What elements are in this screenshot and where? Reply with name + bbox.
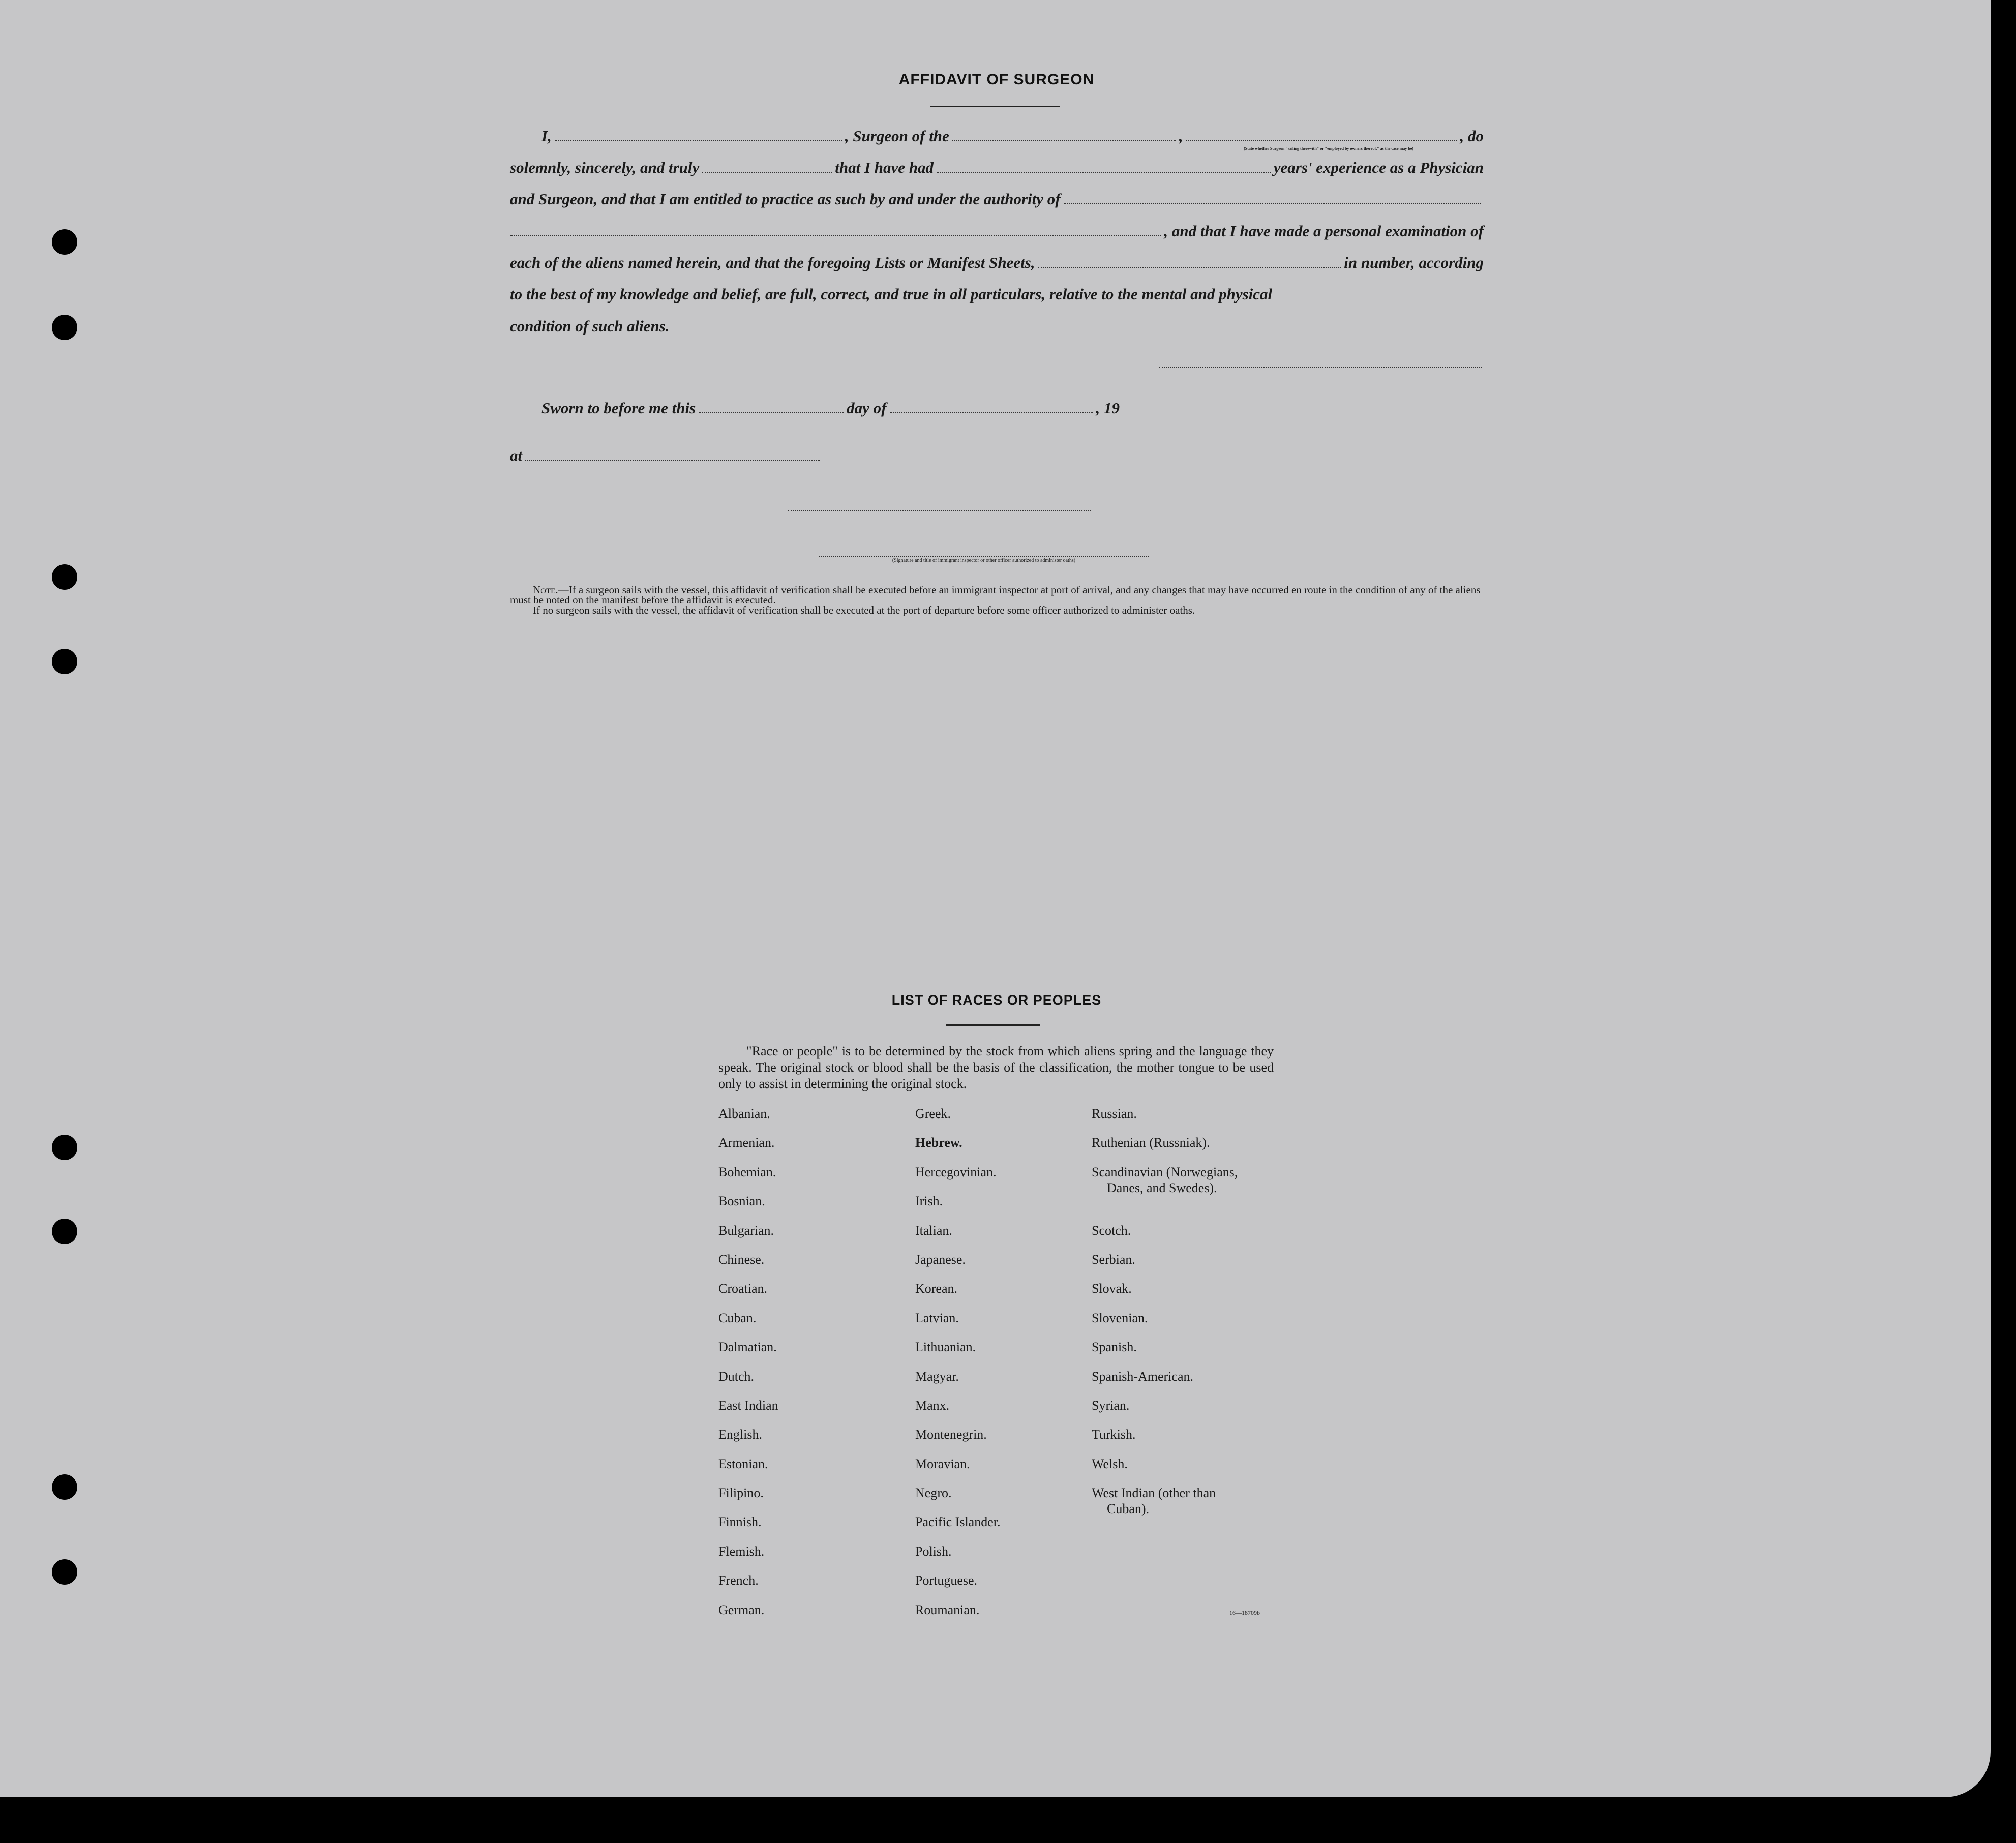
race-item: Croatian.: [718, 1281, 768, 1296]
surgeon-signature-line[interactable]: [1159, 367, 1482, 368]
races-title-underline: [946, 1024, 1040, 1026]
race-item-continued: Cuban).: [1107, 1501, 1150, 1517]
affidavit-note: [510, 585, 1484, 615]
affidavit-text: day of: [847, 399, 887, 417]
race-item: Ruthenian (Russniak).: [1092, 1135, 1210, 1151]
affidavit-line-7: [510, 317, 1484, 339]
affidavit-title: AFFIDAVIT OF SURGEON: [898, 71, 1095, 88]
race-item: Korean.: [915, 1281, 958, 1296]
surgeon-status-field[interactable]: [1186, 129, 1457, 141]
race-item: Latvian.: [915, 1310, 959, 1325]
form-code: 16—18709b: [1229, 1609, 1260, 1616]
affidavit-text: Sworn to before me this: [541, 399, 696, 417]
punch-hole: [52, 1559, 77, 1585]
race-item: Dalmatian.: [718, 1340, 777, 1355]
affidavit-text: , Surgeon of the: [845, 127, 949, 145]
race-item: French.: [718, 1573, 759, 1588]
race-item: English.: [718, 1427, 762, 1442]
race-item: Japanese.: [915, 1252, 966, 1267]
race-item: Flemish.: [718, 1544, 765, 1559]
race-item: Roumanian.: [915, 1602, 980, 1617]
races-intro: "Race or people" is to be determined by the stock from which aliens spring and the language they speak. The original stock or blood shall be the basis of the classification, the mother tongue to be used only to assist in determining the original stock.: [718, 1044, 1274, 1091]
affidavit-text: to the best of my knowledge and belief, are full, correct, and true in all particulars, relative to the mental and physical: [510, 285, 1273, 303]
affidavit-text: condition of such aliens.: [510, 317, 670, 335]
race-item: Irish.: [915, 1194, 943, 1209]
officer-signature-line[interactable]: [819, 556, 1149, 557]
years-experience-field[interactable]: [937, 161, 1271, 173]
race-item: Welsh.: [1092, 1456, 1128, 1471]
races-column-1: [718, 1106, 886, 1631]
race-item: Pacific Islander.: [915, 1515, 1001, 1530]
officer-name-line[interactable]: [788, 510, 1091, 511]
punch-hole: [52, 1474, 77, 1500]
note-text: —If a surgeon sails with the vessel, this affidavit of verification shall be executed before an immigrant inspector at port of arrival, and any changes that may have occurred en route in the condition of any of the aliens must be noted on the manifest before the affidavit is executed.: [510, 584, 1481, 606]
race-item: Montenegrin.: [915, 1427, 987, 1442]
race-item: Spanish.: [1092, 1340, 1137, 1355]
affidavit-text: that I have had: [835, 159, 934, 176]
place-block: [510, 446, 1484, 472]
affidavit-line-1: [510, 127, 1484, 148]
race-item: Russian.: [1092, 1106, 1137, 1121]
race-item: German.: [718, 1602, 765, 1617]
race-item: Hercegovinian.: [915, 1164, 997, 1180]
affidavit-text: ,: [1179, 127, 1183, 145]
affidavit-line-3: [510, 190, 1484, 212]
race-item: East Indian: [718, 1398, 778, 1413]
race-item: Bulgarian.: [718, 1223, 774, 1238]
title-underline: [930, 106, 1060, 107]
race-item: Polish.: [915, 1544, 952, 1559]
race-item: Chinese.: [718, 1252, 765, 1267]
affidavit-line-4: [510, 222, 1484, 244]
race-item: Estonian.: [718, 1456, 768, 1471]
affidavit-text: I,: [541, 127, 552, 145]
race-item: Greek.: [915, 1106, 951, 1121]
race-item: Syrian.: [1092, 1398, 1130, 1413]
vessel-name-field[interactable]: [952, 129, 1176, 141]
race-item-continued: Danes, and Swedes).: [1107, 1180, 1217, 1195]
race-item: Slovenian.: [1092, 1310, 1148, 1325]
oath-field[interactable]: [702, 161, 832, 173]
punch-hole: [52, 564, 77, 590]
race-item: West Indian (other than: [1092, 1486, 1216, 1501]
affidavit-text: , do: [1460, 127, 1484, 145]
punch-hole: [52, 649, 77, 674]
place-field[interactable]: [525, 448, 820, 461]
affidavit-text: , 19: [1096, 399, 1120, 417]
authority-field[interactable]: [1064, 192, 1481, 204]
affidavit-text: at: [510, 446, 523, 464]
affidavit-text: , and that I have made a personal examination of: [1164, 222, 1484, 240]
affidavit-text: each of the aliens named herein, and that the foregoing Lists or Manifest Sheets,: [510, 254, 1035, 271]
race-item: Italian.: [915, 1223, 952, 1238]
races-title: LIST OF RACES OR PEOPLES: [891, 992, 1102, 1008]
punch-hole: [52, 1219, 77, 1244]
race-item: Spanish-American.: [1092, 1369, 1194, 1384]
race-item: Magyar.: [915, 1369, 959, 1384]
surgeon-name-field[interactable]: [555, 129, 842, 141]
race-item: Moravian.: [915, 1456, 970, 1471]
affidavit-text: solemnly, sincerely, and truly: [510, 159, 700, 176]
race-item: Armenian.: [718, 1135, 775, 1151]
race-item: Dutch.: [718, 1369, 755, 1384]
race-item: Serbian.: [1092, 1252, 1135, 1267]
race-item: Scotch.: [1092, 1223, 1131, 1238]
affidavit-text: years' experience as a Physician: [1273, 159, 1484, 176]
race-item: Portuguese.: [915, 1573, 978, 1588]
race-item: Negro.: [915, 1486, 952, 1501]
authority-field-continued[interactable]: [510, 224, 1161, 236]
sworn-day-field[interactable]: [699, 401, 844, 413]
surgeon-status-note: (State whether Surgeon "sailing therewith" or "employed by owners thereof," as the case may be): [1244, 146, 1413, 151]
manifest-count-field[interactable]: [1038, 256, 1341, 268]
affidavit-text: and Surgeon, and that I am entitled to practice as such by and under the authority of: [510, 190, 1061, 208]
place-line: [510, 446, 823, 468]
races-column-2: [915, 1106, 1083, 1631]
note-paragraph-1: [510, 585, 1484, 605]
race-item: Bosnian.: [718, 1194, 765, 1209]
affidavit-text: in number, according: [1344, 254, 1484, 271]
race-item: Albanian.: [718, 1106, 770, 1121]
affidavit-line-6: [510, 285, 1484, 307]
sworn-month-field[interactable]: [890, 401, 1093, 413]
affidavit-body: [510, 127, 1484, 346]
races-column-3: [1092, 1106, 1295, 1517]
race-item: Manx.: [915, 1398, 950, 1413]
signature-caption: (Signature and title of immigrant inspector or other officer authorized to administer oaths): [892, 558, 1076, 563]
affidavit-line-5: [510, 254, 1484, 275]
note-paragraph-2: If no surgeon sails with the vessel, the affidavit of verification shall be executed at the port of departure before some officer authorized to administer oaths.: [533, 604, 1195, 616]
race-item: Bohemian.: [718, 1164, 776, 1180]
punch-hole: [52, 315, 77, 340]
punch-hole: [52, 229, 77, 255]
punch-hole: [52, 1135, 77, 1160]
sworn-block: [510, 399, 1484, 430]
note-label: Note.: [533, 584, 558, 596]
race-item: Turkish.: [1092, 1427, 1136, 1442]
sworn-line: [510, 399, 1120, 420]
affidavit-line-2: [510, 159, 1484, 180]
race-item: Finnish.: [718, 1515, 762, 1530]
race-item: Lithuanian.: [915, 1340, 976, 1355]
race-item: Slovak.: [1092, 1281, 1132, 1296]
race-item: Hebrew.: [915, 1135, 962, 1151]
race-item: Filipino.: [718, 1486, 764, 1501]
race-item: Cuban.: [718, 1310, 757, 1325]
race-item: Scandinavian (Norwegians,: [1092, 1164, 1238, 1180]
